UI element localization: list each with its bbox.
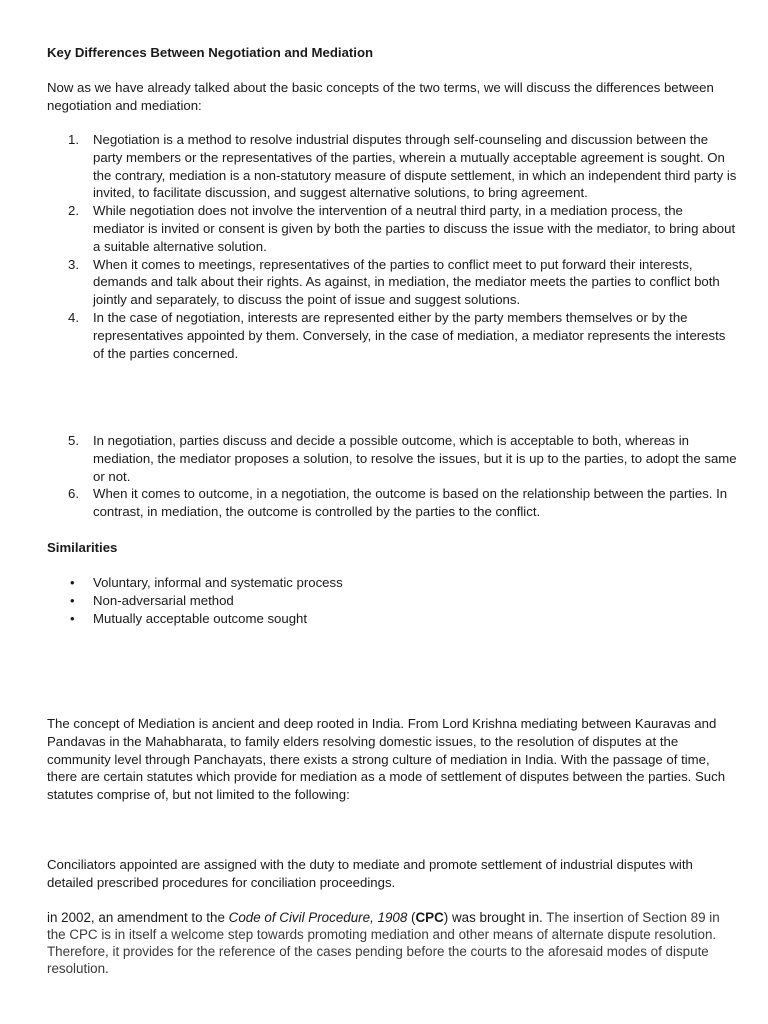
list-item bbox=[47, 309, 737, 362]
intro-paragraph: Now as we have already talked about the basic concepts of the two terms, we will discuss the differences between negotiation and mediation: bbox=[47, 80, 714, 113]
list-item bbox=[47, 610, 737, 628]
conciliators-paragraph: Conciliators appointed are assigned with the duty to mediate and promote settlement of industrial disputes with detailed prescribed procedures for conciliation proceedings. bbox=[47, 857, 693, 890]
mediation-concept-paragraph: The concept of Mediation is ancient and deep rooted in India. From Lord Krishna mediating between Kauravas and Pandavas in the Mahabharata, to family elders resolving domestic issues, to the resolution of disputes at the community level through Panchayats, there exists a strong culture of mediation in India. With the passage of time, there are certain statutes which provide for mediation as a mode of settlement of disputes between the parties. Such statutes comprise of, but not limited to the following: bbox=[47, 716, 726, 803]
differences-list-part-1 bbox=[47, 131, 737, 362]
list-item bbox=[47, 256, 737, 309]
cpc-paren-open: ( bbox=[407, 910, 416, 925]
list-number: 6. bbox=[68, 486, 79, 502]
list-number: 5. bbox=[68, 433, 79, 448]
bullet-icon: • bbox=[70, 592, 75, 608]
bullet-icon: • bbox=[70, 575, 75, 590]
list-item-text: In the case of negotiation, interests are represented either by the party members themselves or by the representatives appointed by them. Conversely, in the case of mediation, a mediator represents the interests of the parties concerned. bbox=[93, 309, 726, 361]
cpc-abbreviation: CPC bbox=[415, 910, 444, 925]
list-item-text: Voluntary, informal and systematic process bbox=[93, 575, 343, 590]
list-number: 3. bbox=[68, 256, 79, 272]
list-item-text: Negotiation is a method to resolve industrial disputes through self-counseling and discussion between the party members or the representatives of the parties, wherein a mutually acceptable agreement is sought. On the contrary, mediation is a non-statutory measure of dispute settlement, in which an independent third party is invited, to facilitate discussion, and suggest alternative solutions, to bring agreement. bbox=[93, 132, 737, 201]
cpc-brought-in: was brought in. bbox=[448, 910, 543, 925]
list-item-text: When it comes to meetings, representatives of the parties to conflict meet to put forward their interests, demands and talk about their rights. As against, in mediation, the mediator meets the parties to conflict both jointly and separately, to discuss the point of issue and suggest solutions. bbox=[93, 256, 720, 308]
list-item-text: Non-adversarial method bbox=[93, 592, 234, 608]
bullet-icon: • bbox=[70, 610, 75, 626]
list-item-text: Mutually acceptable outcome sought bbox=[93, 610, 308, 626]
list-item bbox=[47, 574, 737, 592]
similarities-list bbox=[47, 574, 737, 627]
cpc-amendment-paragraph bbox=[47, 909, 737, 977]
section-heading-similarities: Similarities bbox=[47, 540, 118, 555]
cpc-paren-close: ) bbox=[443, 910, 449, 925]
list-item-text: When it comes to outcome, in a negotiation, the outcome is based on the relationship between the parties. In contrast, in mediation, the outcome is controlled by the parties to the conflict. bbox=[93, 486, 728, 520]
differences-list-part-2 bbox=[47, 432, 737, 521]
list-item bbox=[47, 592, 737, 610]
cpc-rest-text: The insertion of Section 89 in the CPC is in itself a welcome step towards promoting mediation and other means of alternate dispute resolution. Therefore, it provides for the reference of the cases pending before the courts to the aforesaid modes of dispute resolution. bbox=[47, 910, 720, 976]
cpc-lead-text: in 2002, an amendment to the bbox=[47, 910, 229, 925]
list-item bbox=[47, 485, 737, 521]
list-item-text: While negotiation does not involve the intervention of a neutral third party, in a mediation process, the mediator is invited or consent is given by both the parties to discuss the issue with the mediator, to bring about a suitable alternative solution. bbox=[93, 203, 736, 254]
list-number: 1. bbox=[68, 132, 79, 147]
list-item bbox=[47, 131, 737, 202]
list-item-text: In negotiation, parties discuss and decide a possible outcome, which is acceptable to both, whereas in mediation, the mediator proposes a solution, to resolve the issues, but it is up to the parties, to adopt the same or not. bbox=[93, 433, 737, 484]
list-number: 4. bbox=[68, 309, 79, 325]
list-item bbox=[47, 432, 737, 485]
cpc-act-name: Code of Civil Procedure, 1908 bbox=[228, 910, 408, 925]
list-item bbox=[47, 202, 737, 255]
list-number: 2. bbox=[68, 203, 79, 219]
section-heading-key-differences: Key Differences Between Negotiation and Mediation bbox=[47, 45, 374, 60]
